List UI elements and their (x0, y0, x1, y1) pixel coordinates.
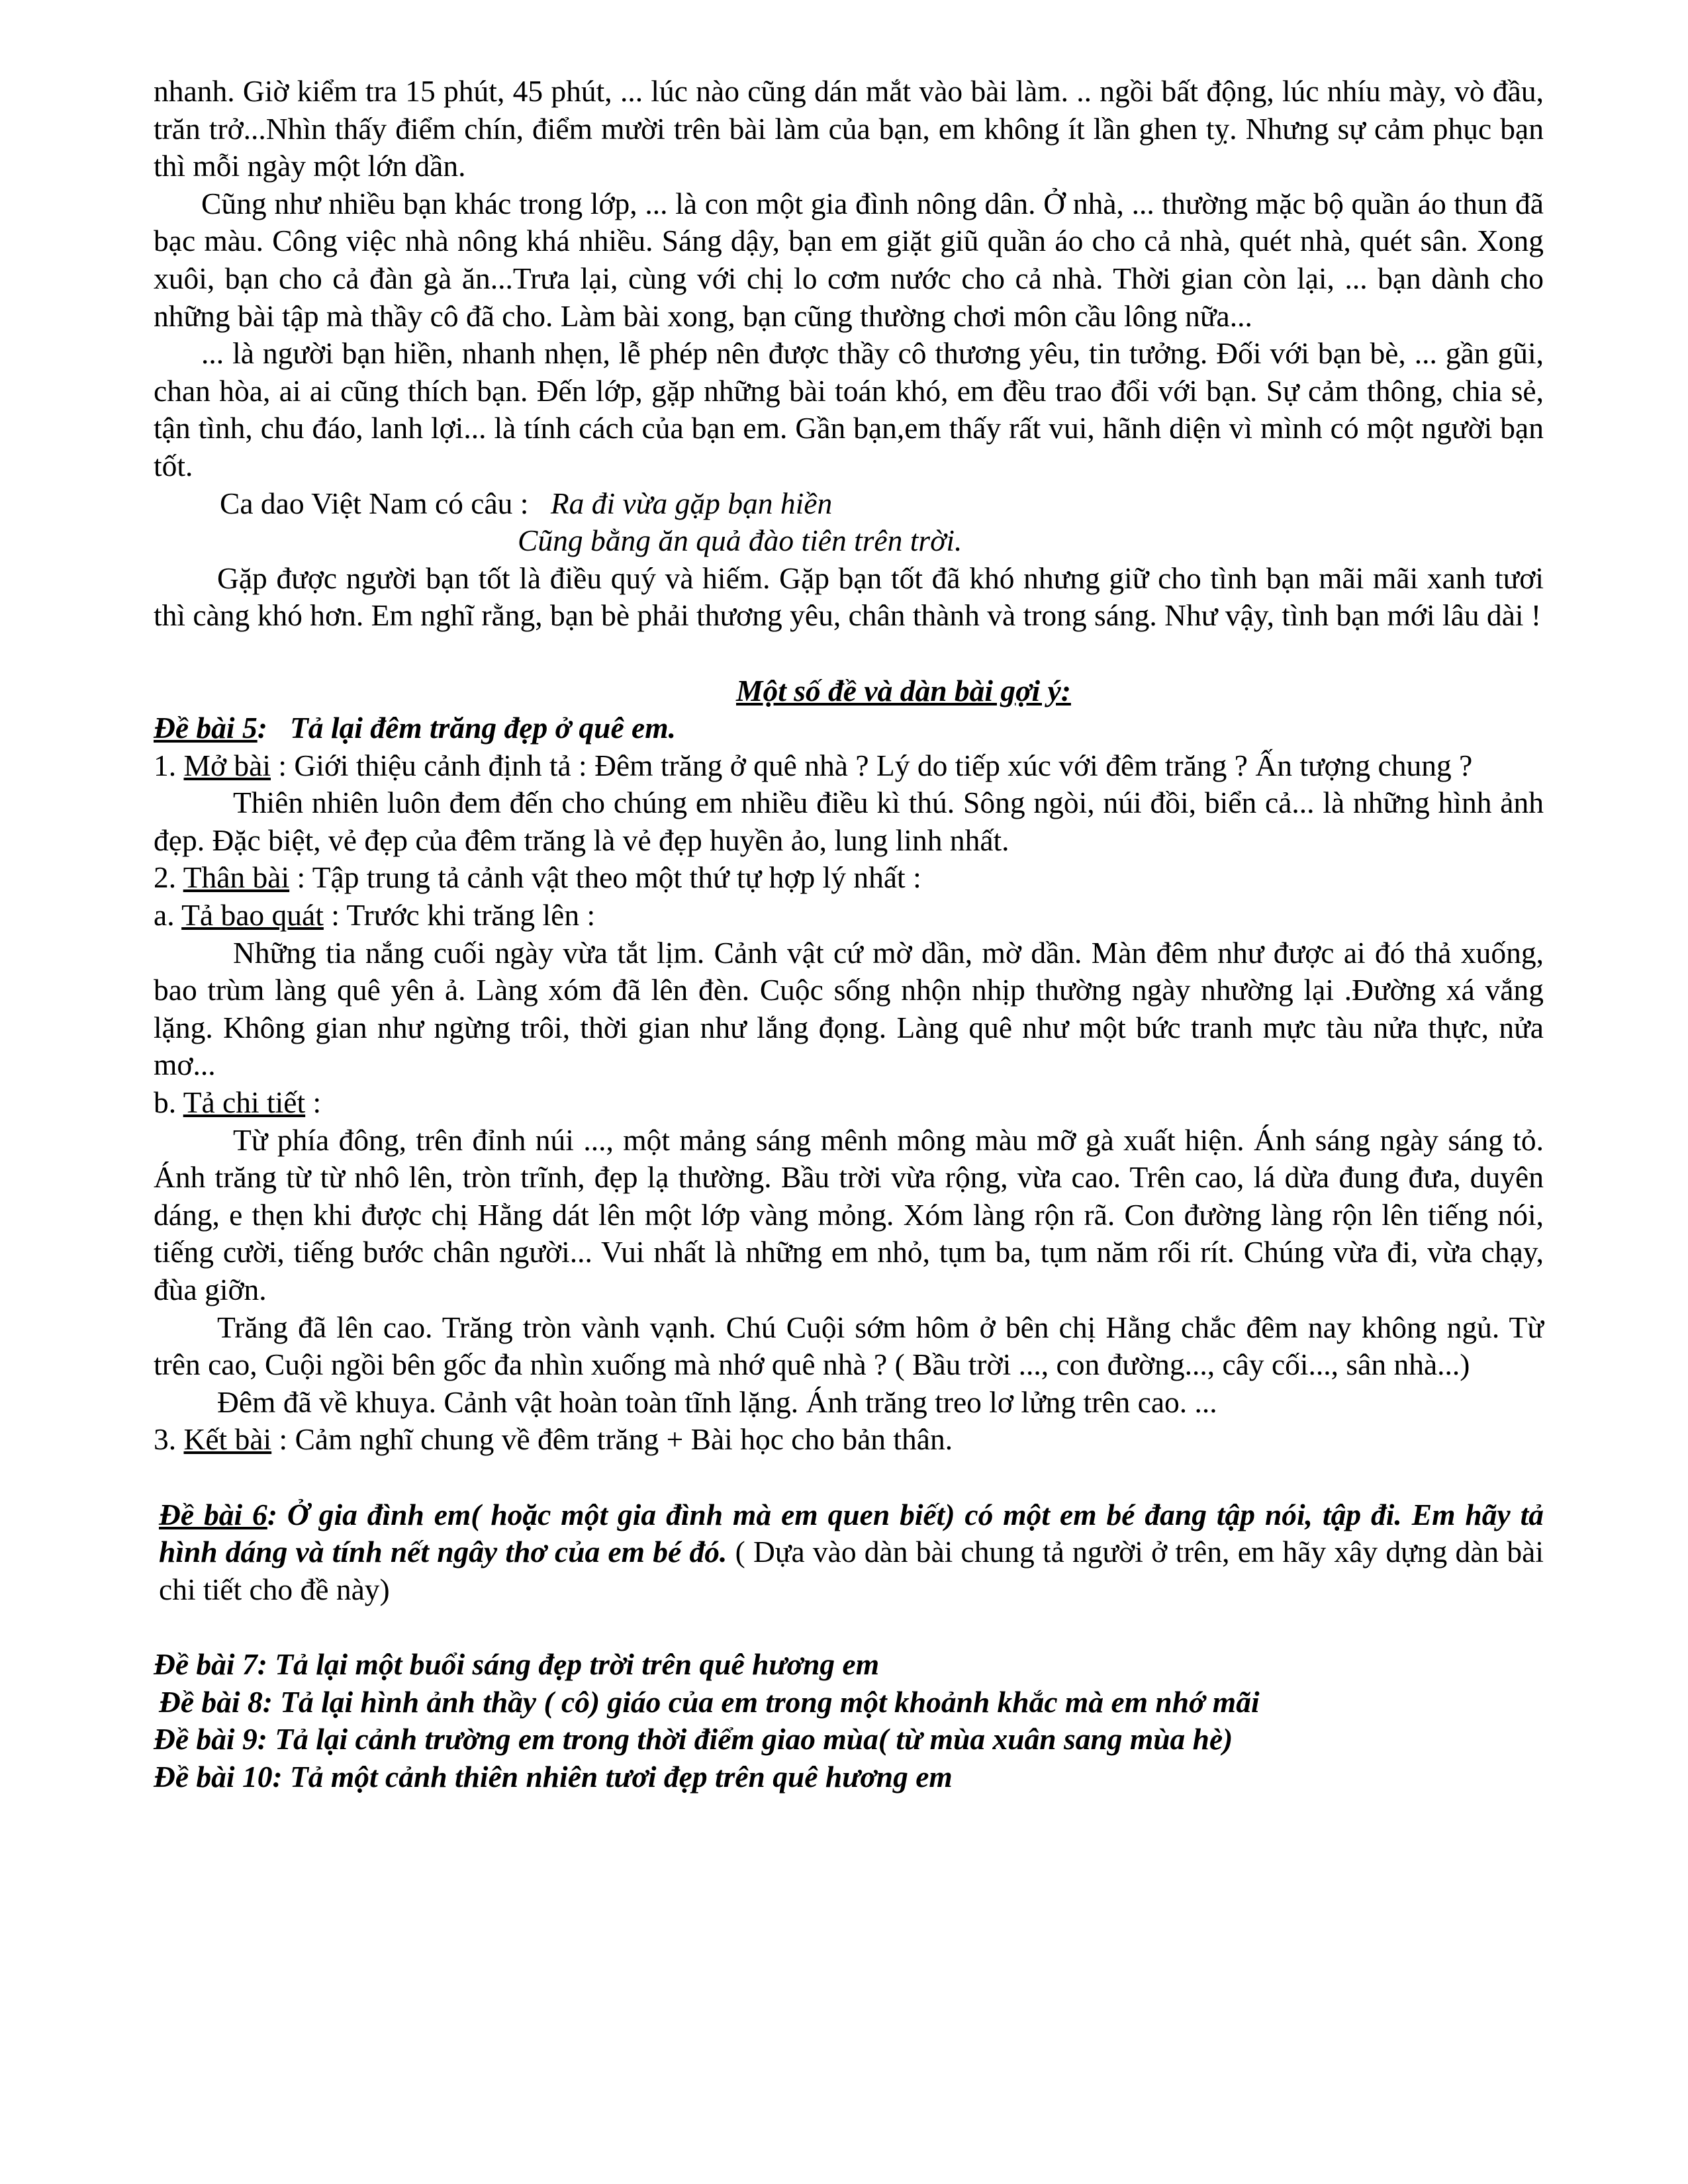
intro-paragraph-2: Cũng như nhiều bạn khác trong lớp, ... là con một gia đình nông dân. Ở nhà, ... thường mặc bộ quần áo thun đã bạc màu. Công việc nhà nông khá nhiều. Sáng dậy, bạn em giặt giũ quần áo cho cả nhà, quét nhà, quét sân. Xong xuôi, bạn cho cả đàn gà ăn...Trưa lại, cùng với chị lo cơm nước cho cả nhà. Thời gian còn lại, ... bạn dành cho những bài tập mà thầy cô đã cho. Làm bài xong, bạn cũng thường chơi môn cầu lông nữa... (154, 186, 1544, 333)
mobai-number: 1. (154, 748, 184, 782)
spacer (154, 1459, 1544, 1496)
de5-thanbai (154, 859, 1544, 897)
part-b-label: Tả chi tiết (183, 1085, 306, 1120)
de5-part-b-paragraph-2: Trăng đã lên cao. Trăng tròn vành vạnh. Chú Cuội sớm hôm ở bên chị Hằng chắc đêm nay không ngủ. Từ trên cao, Cuội ngồi bên gốc đa nhìn xuống mà nhớ quê nhà ? ( Bầu trời ..., con đường..., cây cối..., sân nhà...) (154, 1310, 1544, 1382)
proverb-line-2: Cũng bằng ăn quả đào tiên trên trời. (518, 523, 962, 558)
de9-heading: Đề bài 9: Tả lại cảnh trường em trong thời điểm giao mùa( từ mùa xuân sang mùa hè) (154, 1722, 1233, 1756)
document-page (154, 73, 1544, 1796)
thanbai-label: Thân bài (183, 860, 290, 895)
de5-part-b-paragraph-3: Đêm đã về khuya. Cảnh vật hoàn toàn tĩnh lặng. Ánh trăng treo lơ lửng trên cao. ... (217, 1385, 1217, 1419)
proverb-intro: Ca dao Việt Nam có câu : (220, 486, 529, 520)
mobai-text: : Giới thiệu cảnh định tả : Đêm trăng ở quê nhà ? Lý do tiếp xúc với đêm trăng ? Ấn tượng chung ? (270, 748, 1473, 782)
de5-colon: : (257, 711, 267, 745)
intro-paragraph-4: Gặp được người bạn tốt là điều quý và hiếm. Gặp bạn tốt đã khó nhưng giữ cho tình bạn mãi mãi xanh tươi thì càng khó hơn. Em nghĩ rằng, bạn bè phải thương yêu, chân thành và trong sáng. Như vậy, tình bạn mới lâu dài ! (154, 561, 1544, 633)
spacer (154, 1608, 1544, 1646)
part-a-number: a. (154, 898, 182, 933)
de6-label: Đề bài 6 (159, 1497, 267, 1531)
part-a-label: Tả bao quát (181, 898, 324, 933)
de5-mobai-paragraph: Thiên nhiên luôn đem đến cho chúng em nhiều điều kì thú. Sông ngòi, núi đồi, biển cả... là những hình ảnh đẹp. Đặc biệt, vẻ đẹp của đêm trăng là vẻ đẹp huyền ảo, lung linh nhất. (154, 786, 1544, 857)
part-a-text: : Trước khi trăng lên : (323, 898, 596, 933)
spacer (154, 635, 1544, 672)
intro-paragraph-3: ... là người bạn hiền, nhanh nhẹn, lễ phép nên được thầy cô thương yêu, tin tưởng. Đối với bạn bè, ... gần gũi, chan hòa, ai ai cũng thích bạn. Đến lớp, gặp những bài toán khó, em đều trao đổi với bạn. Sự cảm thông, chia sẻ, tận tình, chu đáo, lanh lợi... là tính cách của bạn em. Gần bạn,em thấy rất vui, hãnh diện vì mình có một người bạn tốt. (154, 336, 1544, 482)
de6-colon: : (267, 1497, 277, 1531)
de6-note: ( Dựa vào dàn bài chung tả người ở trên, em hãy xây dựng dàn bài chi tiết cho đề này) (159, 1535, 1544, 1606)
intro-paragraph-1: nhanh. Giờ kiểm tra 15 phút, 45 phút, ... lúc nào cũng dán mắt vào bài làm. .. ngồi bất động, lúc nhíu mày, vò đầu, trăn trở...Nhìn thấy điểm chín, điểm mười trên bài làm của bạn, em không ít lần ghen tỵ. Nhưng sự cảm phục bạn thì mỗi ngày một lớn dần. (154, 74, 1544, 183)
part-b-text: : (305, 1085, 322, 1120)
ketbai-text: : Cảm nghĩ chung về đêm trăng + Bài học cho bản thân. (271, 1422, 953, 1457)
thanbai-text: : Tập trung tả cảnh vật theo một thứ tự hợp lý nhất : (289, 860, 921, 895)
ketbai-number: 3. (154, 1422, 184, 1457)
proverb-line-1-row (154, 485, 1544, 523)
mobai-label: Mở bài (183, 748, 271, 782)
de5-part-b (154, 1084, 1544, 1122)
thanbai-number: 2. (154, 860, 183, 895)
de5-mobai (154, 747, 1544, 785)
de5-heading (154, 709, 1544, 747)
de5-part-a-paragraph: Những tia nắng cuối ngày vừa tắt lịm. Cảnh vật cứ mờ dần, mờ dần. Màn đêm như được ai đó thả xuống, bao trùm làng quê yên ả. Làng xóm đã lên đèn. Cuộc sống nhộn nhịp thường ngày nhường lại .Đường xá vắng lặng. Không gian như ngừng trôi, thời gian như lắng đọng. Làng quê như một bức tranh mực tàu nửa thực, nửa mơ... (154, 935, 1544, 1082)
de6-block (159, 1496, 1544, 1609)
de6-title: Ở gia đình em( hoặc một gia đình mà em quen biết) có một em bé đang tập nói, tập đi. Em hãy tả hình dáng và tính nết ngây thơ của em bé đó. (159, 1497, 1544, 1569)
de8-heading: Đề bài 8: Tả lại hình ảnh thầy ( cô) giáo của em trong một khoảnh khắc mà em nhớ mãi (159, 1684, 1260, 1719)
de5-ketbai (154, 1421, 1544, 1459)
de5-label: Đề bài 5 (154, 711, 258, 745)
de10-heading: Đề bài 10: Tả một cảnh thiên nhiên tươi đẹp trên quê hương em (154, 1759, 953, 1794)
de5-part-b-paragraph-1: Từ phía đông, trên đỉnh núi ..., một mảng sáng mênh mông màu mỡ gà xuất hiện. Ánh sáng ngày sáng tỏ. Ánh trăng từ từ nhô lên, tròn trĩnh, đẹp lạ thường. Bầu trời vừa rộng, vừa cao. Trên cao, lá dừa đung đưa, duyên dáng, e thẹn khi được chị Hằng dát lên một lớp vàng mỏng. Xóm làng rộn rã. Con đường làng rộn lên tiếng nói, tiếng cười, tiếng bước chân người... Vui nhất là những em nhỏ, tụm ba, tụm năm rối rít. Chúng vừa đi, vừa chạy, đùa giỡn. (154, 1122, 1544, 1306)
de5-title: Tả lại đêm trăng đẹp ở quê em. (289, 711, 676, 745)
part-b-number: b. (154, 1085, 183, 1120)
proverb-line-1: Ra đi vừa gặp bạn hiền (550, 486, 833, 520)
section-title: Một số đề và dàn bài gợi ý: (736, 673, 1071, 707)
de5-part-a (154, 897, 1544, 934)
ketbai-label: Kết bài (183, 1422, 272, 1457)
de7-heading: Đề bài 7: Tả lại một buổi sáng đẹp trời trên quê hương em (154, 1647, 880, 1681)
